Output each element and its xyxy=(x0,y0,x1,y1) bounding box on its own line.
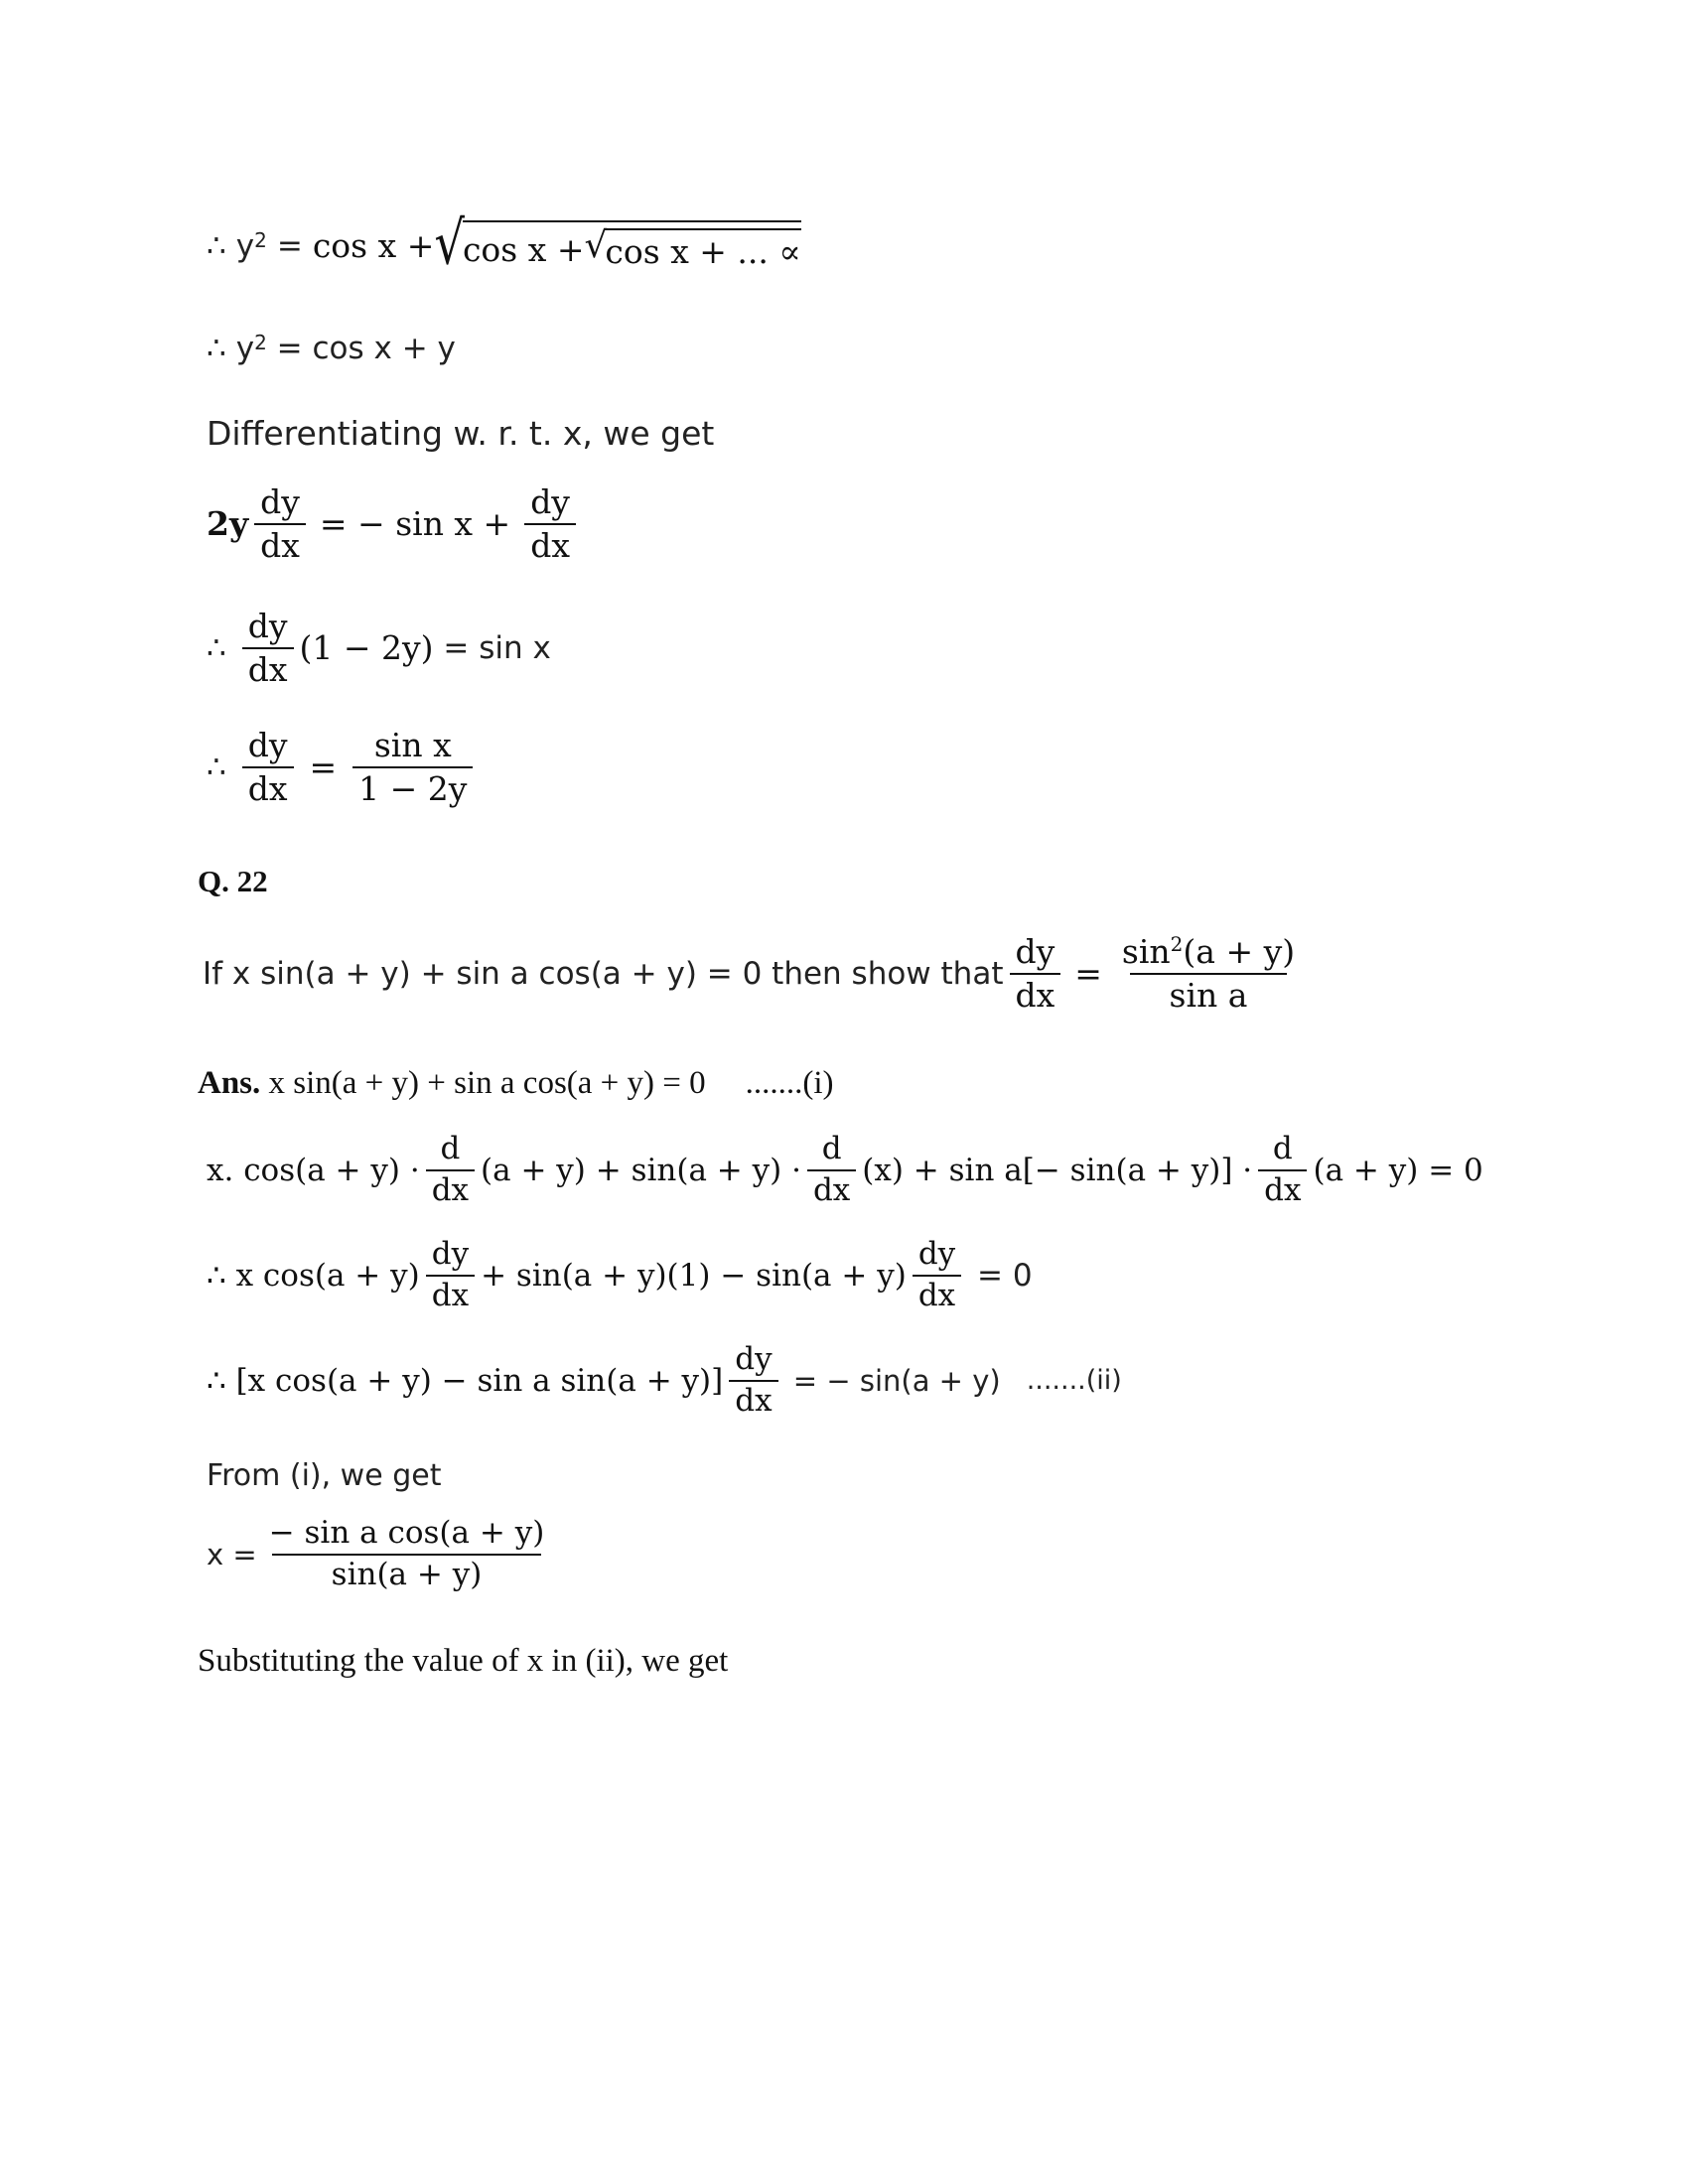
differentiating-text: Differentiating w. r. t. x, we get xyxy=(207,414,715,453)
fraction-d-dx: $\frac{d}{dx}$ xyxy=(1258,1132,1307,1208)
equation-tag: .......(ii) xyxy=(1026,1365,1122,1397)
from-i-text: From (i), we get xyxy=(207,1458,442,1493)
answer-label: Ans. xyxy=(198,1065,261,1101)
fraction-dy-dx: $\frac{dy}{dx}$ xyxy=(254,483,306,565)
equation-derivative: 2y $\frac{dy}{dx}$ = − sin x + $\frac{dy}{dx}$ xyxy=(207,483,582,565)
fraction-d-dx: $\frac{d}{dx}$ xyxy=(426,1132,475,1208)
answer-statement: Ans. x sin(a + y) + sin a cos(a + y) = 0 .......(i) xyxy=(198,1065,834,1101)
radical-icon: √ xyxy=(434,208,465,279)
question-statement: If x sin(a + y) + sin a cos(a + y) = 0 then show that $\frac{dy}{dx}$ = $\frac{\sin^2(a + y)}{\text{sin a}}$ xyxy=(203,933,1307,1015)
substituting-text: Substituting the value of x in (ii), we get xyxy=(198,1643,729,1679)
fraction-x-expression: $\frac{\text{− sin a cos(a + y)}}{\sin(a + y)}$ xyxy=(268,1515,545,1592)
equation-x-value: x = $\frac{\text{− sin a cos(a + y)}}{\sin(a + y)}$ xyxy=(207,1516,556,1592)
equation-y-squared-nested-root: ∴ y $^2$ = cos x + √ cos x + √ cos x + ... ∝ xyxy=(207,208,801,279)
equation-tag: .......(i) xyxy=(745,1065,834,1101)
fraction-dy-dx: $\frac{dy}{dx}$ xyxy=(242,608,294,689)
equation-result: ∴ $\frac{dy}{dx}$ = $\frac{\text{sin x}}{1 - 2y}$ xyxy=(207,727,479,808)
fraction-dy-dx: $\frac{dy}{dx}$ xyxy=(242,727,294,808)
fraction-dy-dx: $\frac{dy}{dx}$ xyxy=(426,1237,475,1313)
radical-icon: √ xyxy=(584,225,608,266)
equation-step-collect: ∴ [x cos(a + y) − sin a sin(a + y)] $\frac{dy}{dx}$ = − sin(a + y) .......(ii) xyxy=(207,1341,1122,1419)
square-root-inner: √ cos x + ... ∝ xyxy=(584,225,801,271)
fraction-sinx-over-1-minus-2y: $\frac{\text{sin x}}{1 - 2y}$ xyxy=(352,727,473,808)
fraction-dy-dx: $\frac{dy}{dx}$ xyxy=(913,1237,961,1313)
fraction-dy-dx: $\frac{dy}{dx}$ xyxy=(729,1342,777,1419)
fraction-dy-dx: $\frac{dy}{dx}$ xyxy=(524,483,576,565)
fraction-d-dx: $\frac{d}{dx}$ xyxy=(807,1132,856,1208)
square-root: √ cos x + √ cos x + ... ∝ xyxy=(434,208,801,279)
question-label: Q. 22 xyxy=(198,864,268,898)
equation-y-squared-simplified: ∴ y $^2$ = cos x + y xyxy=(207,331,456,366)
therefore-symbol: ∴ xyxy=(207,227,226,264)
equation-step-differentiate: x. cos(a + y) · $\frac{d}{dx}$ (a + y) + sin(a + y) · $\frac{d}{dx}$ (x) + sin a[− sin(a + y)] · $\frac{d}{dx}$ (a + y) = 0 xyxy=(207,1131,1483,1208)
equation-factored: ∴ $\frac{dy}{dx}$ (1 − 2y) = sin x xyxy=(207,607,551,689)
fraction-dy-dx: $\frac{dy}{dx}$ xyxy=(1009,933,1060,1015)
fraction-sin2-over-sina: $\frac{\sin^2(a + y)}{\text{sin a}}$ xyxy=(1121,932,1296,1015)
equation-step-expand: ∴ x cos(a + y) $\frac{dy}{dx}$ + sin(a + y)(1) − sin(a + y) $\frac{dy}{dx}$ = 0 xyxy=(207,1236,1033,1313)
